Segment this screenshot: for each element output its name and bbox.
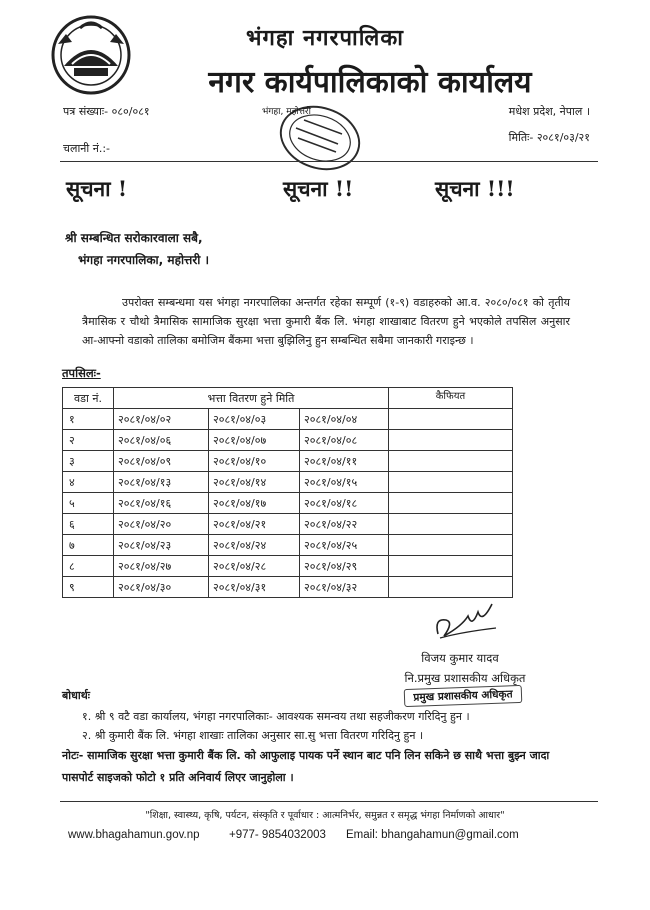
body-paragraph	[82, 293, 570, 350]
ward-cell: ७	[63, 535, 114, 556]
province: मधेश प्रदेश, नेपाल ।	[508, 105, 590, 118]
table-row	[63, 409, 513, 430]
table-body	[63, 409, 513, 598]
date-cell: २०८१/०४/१३	[114, 472, 209, 493]
remarks-cell	[389, 409, 513, 430]
date-cell: २०८१/०४/१५	[300, 472, 389, 493]
ward-cell: ८	[63, 556, 114, 577]
footer-phone: +977- 9854032003	[229, 829, 326, 841]
table-row	[63, 514, 513, 535]
table-row	[63, 577, 513, 598]
remarks-cell	[389, 430, 513, 451]
dates-header: भत्ता वितरण हुने मिति	[114, 388, 389, 409]
date-cell: २०८१/०४/०४	[300, 409, 389, 430]
date-cell: २०८१/०४/१७	[209, 493, 300, 514]
signature-icon	[432, 598, 502, 642]
addressee-line-1: श्री सम्बन्धित सरोकारवाला सबै,	[65, 231, 203, 245]
table-header-row	[63, 388, 513, 409]
ward-cell: १	[63, 409, 114, 430]
ward-header: वडा नं.	[63, 388, 114, 409]
date-cell: २०८१/०४/१६	[114, 493, 209, 514]
date-cell: २०८१/०४/०९	[114, 451, 209, 472]
date-cell: २०८१/०४/१०	[209, 451, 300, 472]
date-cell: २०८१/०४/०३	[209, 409, 300, 430]
schedule-label: तपसिलः-	[62, 366, 101, 380]
cc-item-2: २. श्री कुमारी बैंक लि. भंगहा शाखाः तालिका अनुसार सा.सु भत्ता वितरण गरिदिनु हुन ।	[82, 729, 424, 742]
date-cell: २०८१/०४/२८	[209, 556, 300, 577]
footer-email: Email: bhangahamun@gmail.com	[346, 829, 519, 841]
ward-cell: २	[63, 430, 114, 451]
date-cell: २०८१/०४/२९	[300, 556, 389, 577]
date-cell: २०८१/०४/२०	[114, 514, 209, 535]
remarks-cell	[389, 451, 513, 472]
date-cell: २०८१/०४/०२	[114, 409, 209, 430]
dispatch-number: चलानी नं.:-	[63, 142, 111, 155]
date-cell: २०८१/०४/२३	[114, 535, 209, 556]
cc-label: बोधार्थः	[62, 689, 90, 702]
date-cell: २०८१/०४/०७	[209, 430, 300, 451]
designation-seal: प्रमुख प्रशासकीय अधिकृत	[404, 685, 523, 707]
ward-cell: ५	[63, 493, 114, 514]
stamp-label: भंगहा, महोत्तरी	[262, 107, 311, 117]
table-row	[63, 493, 513, 514]
footer-website: www.bhagahamun.gov.np	[68, 829, 200, 841]
date-cell: २०८१/०४/२१	[209, 514, 300, 535]
notice-heading-2: सूचना !!	[283, 176, 354, 201]
remarks-cell	[389, 535, 513, 556]
remarks-cell	[389, 493, 513, 514]
cc-item-1: १. श्री ९ वटै वडा कार्यालय, भंगहा नगरपालिकाः- आवश्यक समन्वय तथा सहजीकरण गरिदिनु हुन ।	[82, 710, 470, 723]
remarks-cell	[389, 556, 513, 577]
date-cell: २०८१/०४/२४	[209, 535, 300, 556]
date-cell: २०८१/०४/२५	[300, 535, 389, 556]
signer-name: विजय कुमार यादव	[421, 651, 499, 665]
addressee-line-2: भंगहा नगरपालिका, महोत्तरी ।	[78, 253, 210, 267]
table-row	[63, 556, 513, 577]
date-cell: २०८१/०४/३२	[300, 577, 389, 598]
footer-motto: "शिक्षा, स्वास्थ्य, कृषि, पर्यटन, संस्कृति र पूर्वाधार : आत्मनिर्भर, समुन्नत र समृद्ध भंगहा निर्माणको आधार"	[145, 810, 505, 821]
table-row	[63, 472, 513, 493]
date-cell: २०८१/०४/१८	[300, 493, 389, 514]
date-cell: २०८१/०४/२७	[114, 556, 209, 577]
table-row	[63, 430, 513, 451]
date-cell: २०८१/०४/१४	[209, 472, 300, 493]
note-text: नोटः- सामाजिक सुरक्षा भत्ता कुमारी बैंक लि. को आफुलाइ पायक पर्ने स्थान बाट पनि लिन सकिने छ साथै भत्ता बुझ्न जादा पासपोर्ट साइजको फोटो १ प्रति अनिवार्य लिएर जानुहोला ।	[62, 749, 550, 784]
table-row	[63, 451, 513, 472]
ward-cell: ६	[63, 514, 114, 535]
signer-title: नि.प्रमुख प्रशासकीय अधिकृत	[404, 671, 526, 685]
distribution-schedule-table	[62, 387, 513, 598]
reference-number: पत्र संख्याः- ०८०/०८१	[63, 105, 150, 118]
date-cell: २०८१/०४/३०	[114, 577, 209, 598]
table-row	[63, 535, 513, 556]
date-cell: २०८१/०४/२२	[300, 514, 389, 535]
date-cell: २०८१/०४/३१	[209, 577, 300, 598]
ward-cell: ४	[63, 472, 114, 493]
office-title: नगर कार्यपालिकाको कार्यालय	[208, 65, 532, 100]
letter-date: मितिः- २०८१/०३/२१	[508, 131, 590, 144]
remarks-cell	[389, 577, 513, 598]
office-name: भंगहा नगरपालिका	[246, 25, 404, 51]
remarks-cell	[389, 472, 513, 493]
notice-heading-3: सूचना !!!	[435, 176, 515, 201]
body-text: उपरोक्त सम्बन्धमा यस भंगहा नगरपालिका अन्तर्गत रहेका सम्पूर्ण (१-९) वडाहरुको आ.व. २०८०/०८१ को तृतीय त्रैमासिक र चौथो त्रैमासिक सामाजिक सुरक्षा भत्ता कुमारी बैंक लि. भंगहा शाखाबाट वितरण हुने भएकोले तपसिल अनुसार आ-आफ्नो वडाको तालिका बमोजिम बैंकमा भत्ता बुझिलिनु हुन सम्बन्धित सबैमा जानकारी गराइन्छ ।	[82, 296, 570, 347]
header-divider	[60, 161, 598, 162]
remarks-cell	[389, 514, 513, 535]
date-cell: २०८१/०४/०६	[114, 430, 209, 451]
date-cell: २०८१/०४/०८	[300, 430, 389, 451]
date-cell: २०८१/०४/११	[300, 451, 389, 472]
notice-heading-1: सूचना !	[66, 176, 128, 201]
footer-divider	[60, 801, 598, 802]
remarks-header: कैफियत	[389, 388, 513, 409]
ward-cell: ३	[63, 451, 114, 472]
ward-cell: ९	[63, 577, 114, 598]
